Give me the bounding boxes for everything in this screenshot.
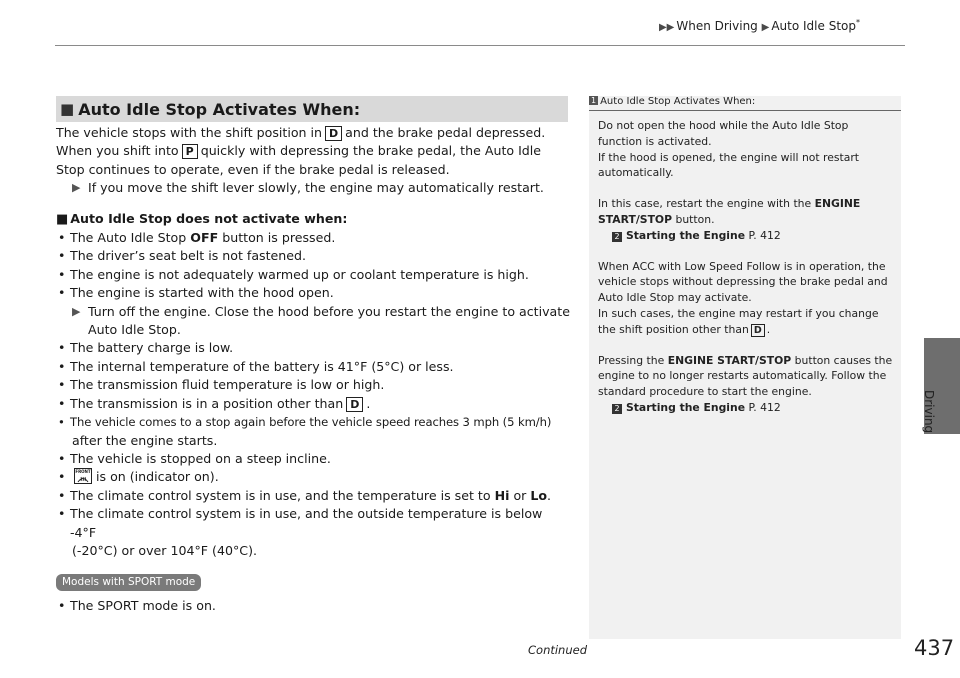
note-paragraph: Do not open the hood while the Auto Idle Stop function is activated. bbox=[598, 119, 849, 148]
section-heading bbox=[56, 96, 568, 122]
chapter-tab-label: Driving bbox=[922, 390, 936, 434]
list-item: • The vehicle comes to a stop again before the vehicle speed reaches 3 mph (5 km/h) bbox=[58, 415, 552, 430]
section-square-icon: ■ bbox=[60, 100, 75, 118]
note-paragraph: When ACC with Low Speed Follow is in operation, the vehicle stops without depressing the brake pedal and Auto Idle Stop may activate. bbox=[598, 259, 888, 305]
reference-link[interactable]: 2 Starting the Engine P. 412 bbox=[598, 400, 894, 416]
continued-label: Continued bbox=[528, 643, 588, 657]
side-note-title: 1 Auto Idle Stop Activates When: bbox=[591, 96, 756, 107]
list-item: • The vehicle is stopped on a steep incline. bbox=[58, 450, 331, 466]
asterisk-mark: * bbox=[856, 18, 860, 27]
breadcrumb bbox=[659, 18, 860, 33]
list-item: • The internal temperature of the battery is 41°F (5°C) or less. bbox=[58, 358, 454, 374]
square-icon: ■ bbox=[56, 211, 69, 227]
front-defroster-icon: FRONT bbox=[74, 468, 92, 484]
list-item: • The transmission fluid temperature is low or high. bbox=[58, 377, 385, 393]
gear-d-icon: D bbox=[751, 324, 765, 337]
note-paragraph: Pressing the ENGINE START/STOP button causes the engine to no longer restarts automatically. Follow the standard procedure to start the engine. bbox=[598, 353, 893, 399]
list-item: • The engine is not adequately warmed up or coolant temperature is high. bbox=[58, 266, 529, 282]
list-item: • The climate control system is in use, and the temperature is set to Hi or Lo. bbox=[58, 487, 552, 503]
breadcrumb-arrow-icon: ▶ bbox=[761, 22, 770, 33]
note-shift-lever: ▶ If you move the shift lever slowly, the engine may automatically restart. bbox=[56, 179, 571, 197]
note-marker-icon: 1 bbox=[591, 96, 597, 105]
main-content bbox=[56, 124, 571, 616]
note-paragraph: If the hood is opened, the engine will not restart automatically. bbox=[598, 150, 860, 180]
list-item: • The Auto Idle Stop OFF button is pressed. bbox=[58, 230, 336, 246]
arrow-icon: ▶ bbox=[72, 181, 81, 195]
reference-link[interactable]: 2 Starting the Engine P. 412 bbox=[598, 228, 894, 244]
arrow-icon: ▶ bbox=[72, 304, 81, 318]
gear-d-icon: D bbox=[346, 397, 363, 412]
list-item: • The SPORT mode is on. bbox=[58, 598, 216, 614]
header-divider bbox=[55, 45, 905, 46]
paragraph-shift-p: When you shift into P quickly with depressing the brake pedal, the Auto Idle Stop continues to operate, even if the brake pedal is released. bbox=[56, 143, 542, 177]
note-paragraph: In this case, restart the engine with the ENGINE START/STOP button. bbox=[598, 197, 861, 226]
list-item-continuation: (-20°C) or over 104°F (40°C). bbox=[72, 542, 257, 558]
gear-p-icon: P bbox=[182, 144, 198, 159]
model-badge: Models with SPORT mode bbox=[56, 574, 201, 591]
breadcrumb-item-when-driving[interactable]: When Driving bbox=[676, 19, 758, 33]
subheading-not-activate: ■ Auto Idle Stop does not activate when: bbox=[56, 210, 348, 227]
list-item: • The battery charge is low. bbox=[58, 340, 234, 356]
reference-arrow-icon: 2 bbox=[612, 404, 622, 414]
breadcrumb-arrow-icon: ▶▶ bbox=[658, 22, 675, 33]
list-item: • The transmission is in a position other than D . bbox=[58, 395, 371, 411]
breadcrumb-item-auto-idle-stop[interactable]: Auto Idle Stop bbox=[771, 19, 856, 33]
page-number: 437 bbox=[914, 636, 955, 660]
section-title: Auto Idle Stop Activates When: bbox=[78, 99, 361, 119]
side-note-body bbox=[598, 118, 894, 416]
list-item: • The engine is started with the hood open. bbox=[58, 285, 334, 301]
list-item: • The driver’s seat belt is not fastened. bbox=[58, 248, 307, 264]
gear-d-icon: D bbox=[325, 126, 342, 141]
note-hood-open: ▶ Turn off the engine. Close the hood before you restart the engine to activate Auto Idle Stop. bbox=[56, 303, 571, 340]
paragraph-shift-d: The vehicle stops with the shift position in D and the brake pedal depressed. bbox=[56, 125, 546, 140]
list-item: • The climate control system is in use, and the outside temperature is below -4°F bbox=[58, 506, 543, 540]
reference-arrow-icon: 2 bbox=[612, 232, 622, 242]
list-item: • FRONT is on (indicator on). bbox=[58, 469, 219, 485]
side-note-divider bbox=[589, 110, 901, 111]
list-item-continuation: after the engine starts. bbox=[72, 432, 218, 448]
note-paragraph: In such cases, the engine may restart if you change the shift position other than D . bbox=[598, 306, 879, 336]
